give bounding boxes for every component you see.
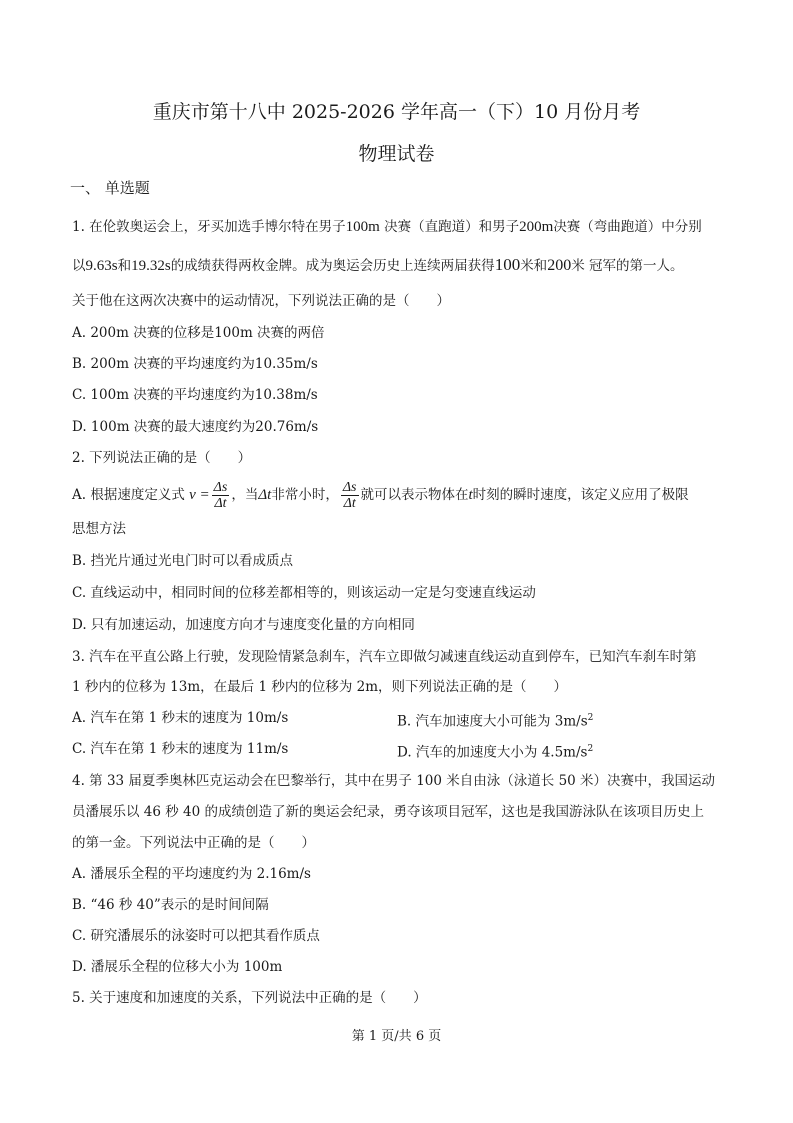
q1-option-d: D. 100m 决赛的最大速度约为20.76m/s bbox=[72, 419, 319, 435]
q2-option-a-cont: 思想方法 bbox=[72, 521, 126, 537]
q1-text: 决赛（弯曲跑道）中分别 bbox=[553, 219, 702, 235]
q1-math: 9.63s bbox=[85, 258, 118, 274]
q1-text: 决赛（直跑道）和男子 bbox=[384, 219, 520, 235]
q2-text: 就可以表示物体在 bbox=[360, 487, 469, 503]
velocity-fraction bbox=[212, 480, 230, 511]
q5-stem: 5. 关于速度和加速度的关系，下列说法中正确的是（ ） bbox=[72, 990, 427, 1006]
q4-line3: 的第一金。下列说法中正确的是（ ） bbox=[72, 835, 315, 851]
q3-line1: 3. 汽车在平直公路上行驶，发现险情紧急刹车，汽车立即做匀减速直线运动直到停车，已知汽车刹车时第 bbox=[72, 649, 697, 665]
fraction-denominator: Δt bbox=[343, 496, 356, 511]
q3-option-b bbox=[397, 708, 593, 732]
q2-math: v = bbox=[189, 487, 210, 503]
q4-option-b: B. “46 秒 40”表示的是时间间隔 bbox=[72, 897, 269, 913]
q1-line1 bbox=[72, 217, 702, 237]
q1-text: 米 冠军的第一人。 bbox=[571, 258, 684, 274]
q4-line1: 4. 第 33 届夏季奥林匹克运动会在巴黎举行，其中在男子 100 米自由泳（泳道长 50 米）决赛中，我国运动 bbox=[72, 773, 716, 789]
q1-option-a: A. 200m 决赛的位移是100m 决赛的两倍 bbox=[72, 325, 325, 341]
q1-math: 100m bbox=[345, 219, 380, 235]
exam-title: 重庆市第十八中 2025-2026 学年高一（下）10 月份月考 bbox=[152, 101, 641, 123]
q1-math: 19.32s bbox=[131, 258, 171, 274]
q3-line2: 1 秒内的位移为 13m，在最后 1 秒内的位移为 2m，则下列说法正确的是（ ） bbox=[72, 679, 568, 695]
q1-math: 200m bbox=[519, 219, 554, 235]
superscript: 2 bbox=[587, 744, 594, 754]
q2-math: t bbox=[468, 487, 473, 503]
superscript: 2 bbox=[587, 713, 594, 723]
fraction-denominator: Δt bbox=[214, 496, 227, 511]
q1-text: 1. 在伦敦奥运会上，牙买加选手博尔特在男子 bbox=[72, 219, 346, 235]
q1-option-b: B. 200m 决赛的平均速度约为10.35m/s bbox=[72, 356, 318, 372]
q1-text: 的成绩获得两枚金牌。成为奥运会历史上连续两届获得 bbox=[170, 258, 495, 274]
q4-option-a: A. 潘展乐全程的平均速度约为 2.16m/s bbox=[72, 866, 311, 882]
q3-option-a: A. 汽车在第 1 秒末的速度为 10m/s bbox=[72, 710, 289, 726]
q2-text: ，当 bbox=[231, 487, 259, 503]
q2-math: Δt bbox=[258, 487, 272, 503]
q4-option-d: D. 潘展乐全程的位移大小为 100m bbox=[72, 959, 283, 975]
q2-option-b: B. 挡光片通过光电门时可以看成质点 bbox=[72, 553, 294, 569]
q1-text: 和 bbox=[117, 258, 132, 274]
q3-option-c: C. 汽车在第 1 秒末的速度为 11m/s bbox=[72, 741, 289, 757]
q1-text: 米和 bbox=[520, 258, 548, 274]
fraction-numerator: Δs bbox=[213, 480, 228, 495]
exam-subtitle: 物理试卷 bbox=[358, 143, 435, 165]
q1-line2 bbox=[72, 255, 683, 276]
q4-line2: 员潘展乐以 46 秒 40 的成绩创造了新的奥运会纪录，勇夺该项目冠军，这也是我国游泳队在该项目历史上 bbox=[72, 804, 705, 820]
q1-option-c: C. 100m 决赛的平均速度约为10.38m/s bbox=[72, 387, 318, 403]
q2-option-c: C. 直线运动中，相同时间的位移差都相等的，则该运动一定是匀变速直线运动 bbox=[72, 585, 536, 601]
q2-option-a bbox=[72, 480, 689, 511]
page-footer: 第 1 页/共 6 页 bbox=[351, 1029, 442, 1044]
q2-option-d: D. 只有加速运动，加速度方向才与速度变化量的方向相同 bbox=[72, 617, 415, 633]
fraction-numerator: Δs bbox=[342, 480, 357, 495]
q3-option-b-text: B. 汽车加速度大小可能为 3m/s bbox=[397, 713, 588, 730]
q1-math: 100 bbox=[494, 255, 521, 274]
q1-text: 以 bbox=[72, 258, 86, 274]
section-heading: 一、 单选题 bbox=[70, 179, 150, 197]
q2-text: A. 根据速度定义式 bbox=[72, 487, 185, 503]
q3-option-d-text: D. 汽车的加速度大小为 4.5m/s bbox=[397, 744, 588, 761]
q2-text: 时刻的瞬时速度，该定义应用了极限 bbox=[472, 487, 689, 503]
q1-math: 200 bbox=[547, 257, 572, 274]
q1-line3: 关于他在这两次决赛中的运动情况，下列说法正确的是（ ） bbox=[72, 293, 450, 309]
q3-option-d bbox=[397, 739, 593, 763]
q4-option-c: C. 研究潘展乐的泳姿时可以把其看作质点 bbox=[72, 928, 320, 944]
velocity-fraction-2 bbox=[341, 480, 359, 511]
q2-text: 非常小时， bbox=[271, 487, 339, 503]
q2-stem: 2. 下列说法正确的是（ ） bbox=[72, 450, 252, 466]
